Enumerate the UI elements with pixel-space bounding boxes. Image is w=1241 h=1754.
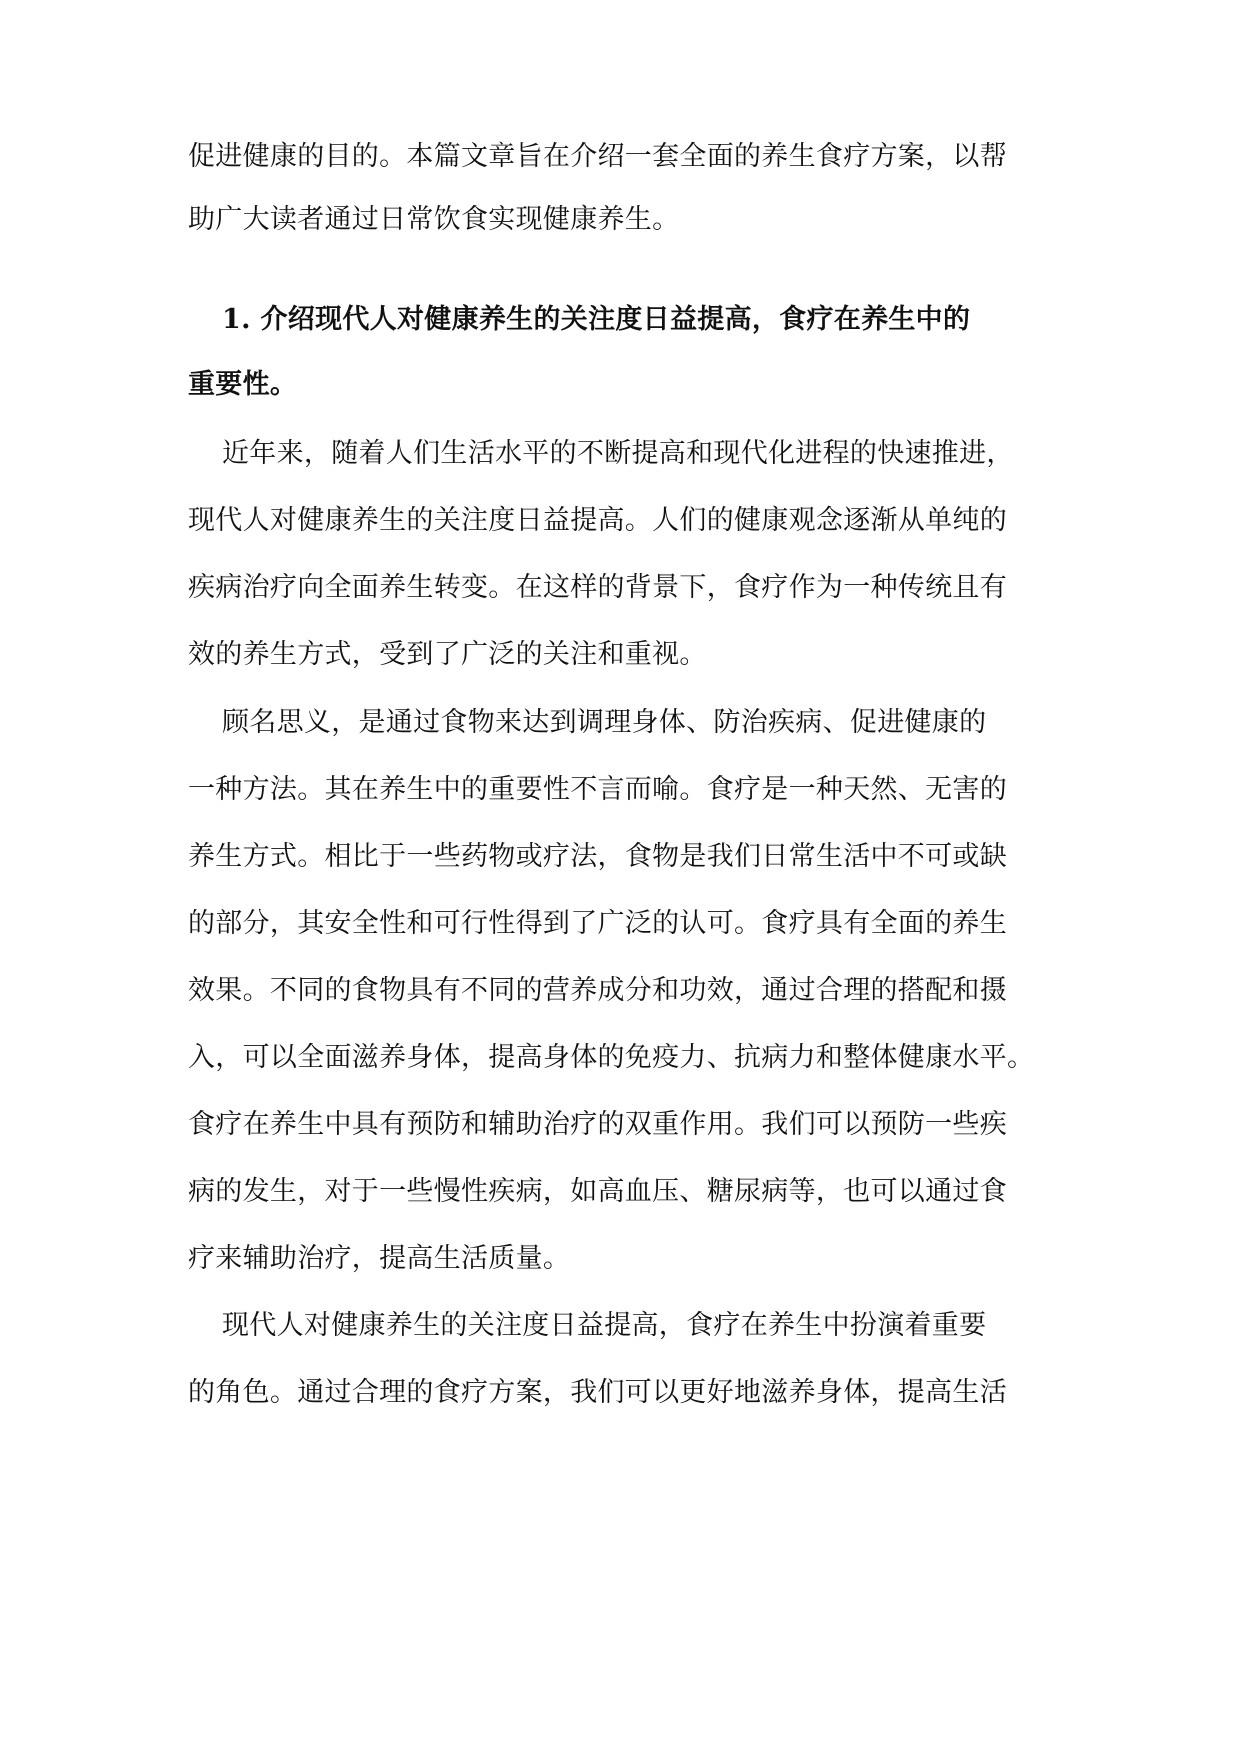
intro-line-1: 促进健康的目的。本篇文章旨在介绍一套全面的养生食疗方案，以帮 [188, 141, 1007, 172]
paragraph-2-line-8: 病的发生，对于一些慢性疾病，如高血压、糖尿病等，也可以通过食 [188, 1176, 1007, 1207]
paragraph-2-line-7: 食疗在养生中具有预防和辅助治疗的双重作用。我们可以预防一些疾 [188, 1109, 1007, 1140]
paragraph-1-line-1: 近年来，随着人们生活水平的不断提高和现代化进程的快速推进， [222, 438, 1014, 469]
paragraph-2-line-6: 入，可以全面滋养身体，提高身体的免疫力、抗病力和整体健康水平。 [188, 1042, 1035, 1073]
paragraph-2-line-4: 的部分，其安全性和可行性得到了广泛的认可。食疗具有全面的养生 [188, 908, 1007, 939]
paragraph-2-line-2: 一种方法。其在养生中的重要性不言而喻。食疗是一种天然、无害的 [188, 774, 1007, 805]
paragraph-3-line-2: 的角色。通过合理的食疗方案，我们可以更好地滋养身体，提高生活 [188, 1377, 1007, 1408]
section-heading-line-1: 1. 介绍现代人对健康养生的关注度日益提高，食疗在养生中的 [222, 304, 971, 335]
section-heading-line-2: 重要性。 [188, 369, 298, 400]
paragraph-2-line-9: 疗来辅助治疗，提高生活质量。 [188, 1243, 571, 1274]
intro-line-2: 助广大读者通过日常饮食实现健康养生。 [188, 204, 680, 235]
paragraph-2-line-3: 养生方式。相比于一些药物或疗法，食物是我们日常生活中不可或缺 [188, 841, 1007, 872]
paragraph-1-line-4: 效的养生方式，受到了广泛的关注和重视。 [188, 639, 707, 670]
paragraph-2-line-5: 效果。不同的食物具有不同的营养成分和功效，通过合理的搭配和摄 [188, 975, 1007, 1006]
paragraph-1-line-2: 现代人对健康养生的关注度日益提高。人们的健康观念逐渐从单纯的 [188, 505, 1007, 536]
paragraph-1-line-3: 疾病治疗向全面养生转变。在这样的背景下，食疗作为一种传统且有 [188, 572, 1007, 603]
paragraph-2-line-1: 顾名思义，是通过食物来达到调理身体、防治疾病、促进健康的 [222, 707, 987, 738]
paragraph-3-line-1: 现代人对健康养生的关注度日益提高，食疗在养生中扮演着重要 [222, 1310, 987, 1341]
